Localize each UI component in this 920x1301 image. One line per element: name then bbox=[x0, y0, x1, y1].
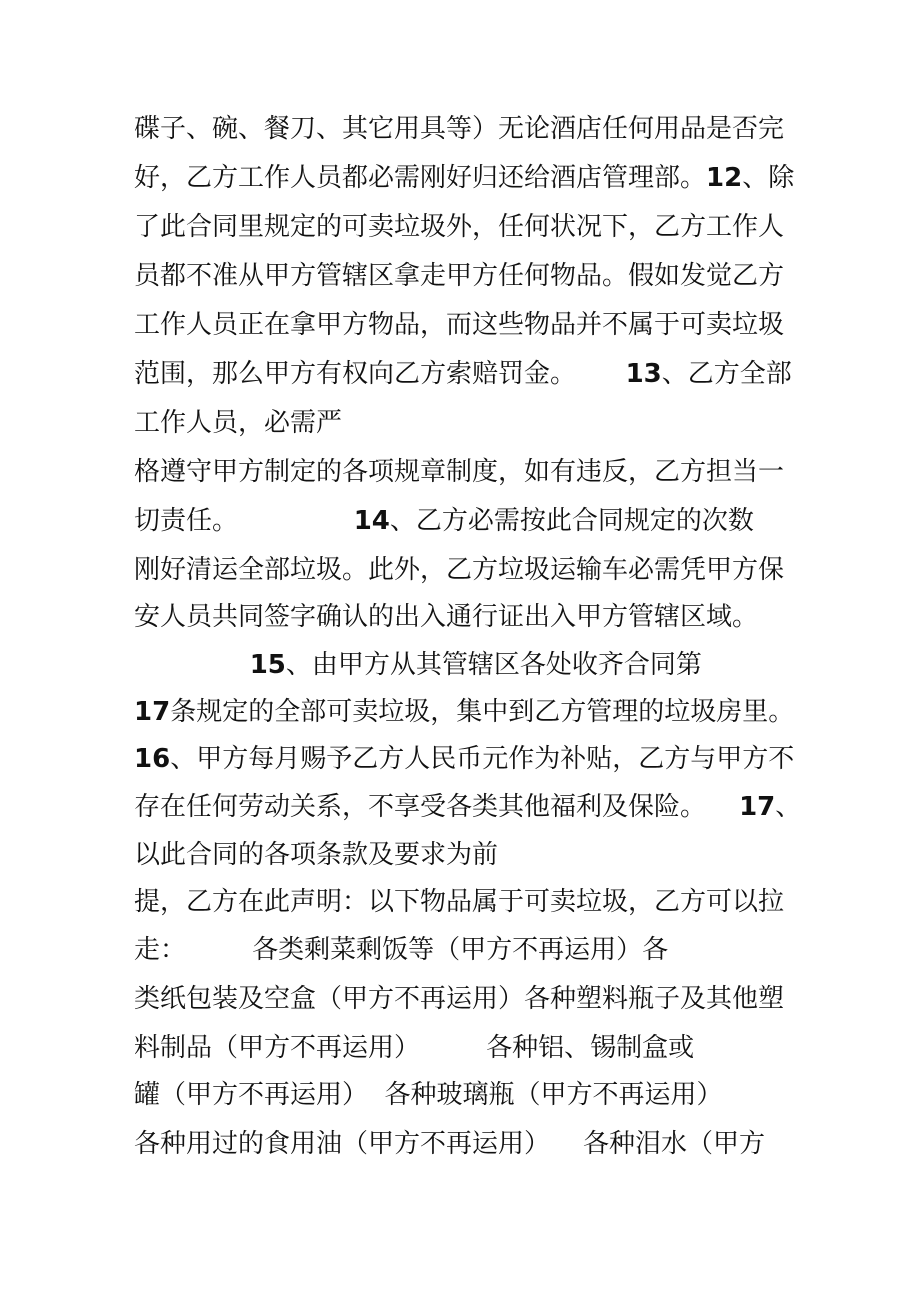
text-line: 好，乙方工作人员都必需刚好归还给酒店管理部。12、除 bbox=[134, 163, 795, 193]
text-line: 安人员共同签字确认的出入通行证出入甲方管辖区域。 bbox=[134, 602, 759, 632]
text-line: 范围，那么甲方有权向乙方索赔罚金。 13、乙方全部 bbox=[134, 359, 792, 389]
text-line: 以此合同的各项条款及要求为前 bbox=[134, 840, 499, 870]
text-line: 15、由甲方从其管辖区各处收齐合同第 bbox=[249, 650, 702, 680]
text-line: 碟子、碗、餐刀、其它用具等）无论酒店任何用品是否完 bbox=[134, 114, 785, 144]
text-line: 工作人员正在拿甲方物品，而这些物品并不属于可卖垃圾 bbox=[134, 310, 785, 340]
text-line: 了此合同里规定的可卖垃圾外，任何状况下，乙方工作人 bbox=[134, 212, 785, 242]
text-line: 17条规定的全部可卖垃圾，集中到乙方管理的垃圾房里。 bbox=[134, 697, 795, 727]
text-line: 存在任何劳动关系，不享受各类其他福利及保险。 17、 bbox=[134, 792, 802, 822]
text-line: 员都不准从甲方管辖区拿走甲方任何物品。假如发觉乙方 bbox=[134, 261, 785, 291]
text-line: 各种用过的食用油（甲方不再运用） 各种泪水（甲方 bbox=[134, 1129, 766, 1159]
text-line: 走： 各类剩菜剩饭等（甲方不再运用）各 bbox=[134, 935, 669, 965]
text-line: 刚好清运全部垃圾。此外，乙方垃圾运输车必需凭甲方保 bbox=[134, 555, 785, 585]
text-line: 切责任。 14、乙方必需按此合同规定的次数 bbox=[134, 506, 754, 536]
text-line: 工作人员，必需严 bbox=[134, 408, 343, 438]
text-line: 料制品（甲方不再运用） 各种铝、锡制盒或 bbox=[134, 1033, 695, 1063]
text-line: 格遵守甲方制定的各项规章制度，如有违反，乙方担当一 bbox=[134, 457, 785, 487]
text-line: 罐（甲方不再运用） 各种玻璃瓶（甲方不再运用） bbox=[134, 1080, 723, 1110]
text-line: 类纸包装及空盒（甲方不再运用）各种塑料瓶子及其他塑 bbox=[134, 984, 785, 1014]
text-line: 提，乙方在此声明：以下物品属于可卖垃圾，乙方可以拉 bbox=[134, 887, 785, 917]
text-line: 16、甲方每月赐予乙方人民币元作为补贴，乙方与甲方不 bbox=[134, 744, 795, 774]
